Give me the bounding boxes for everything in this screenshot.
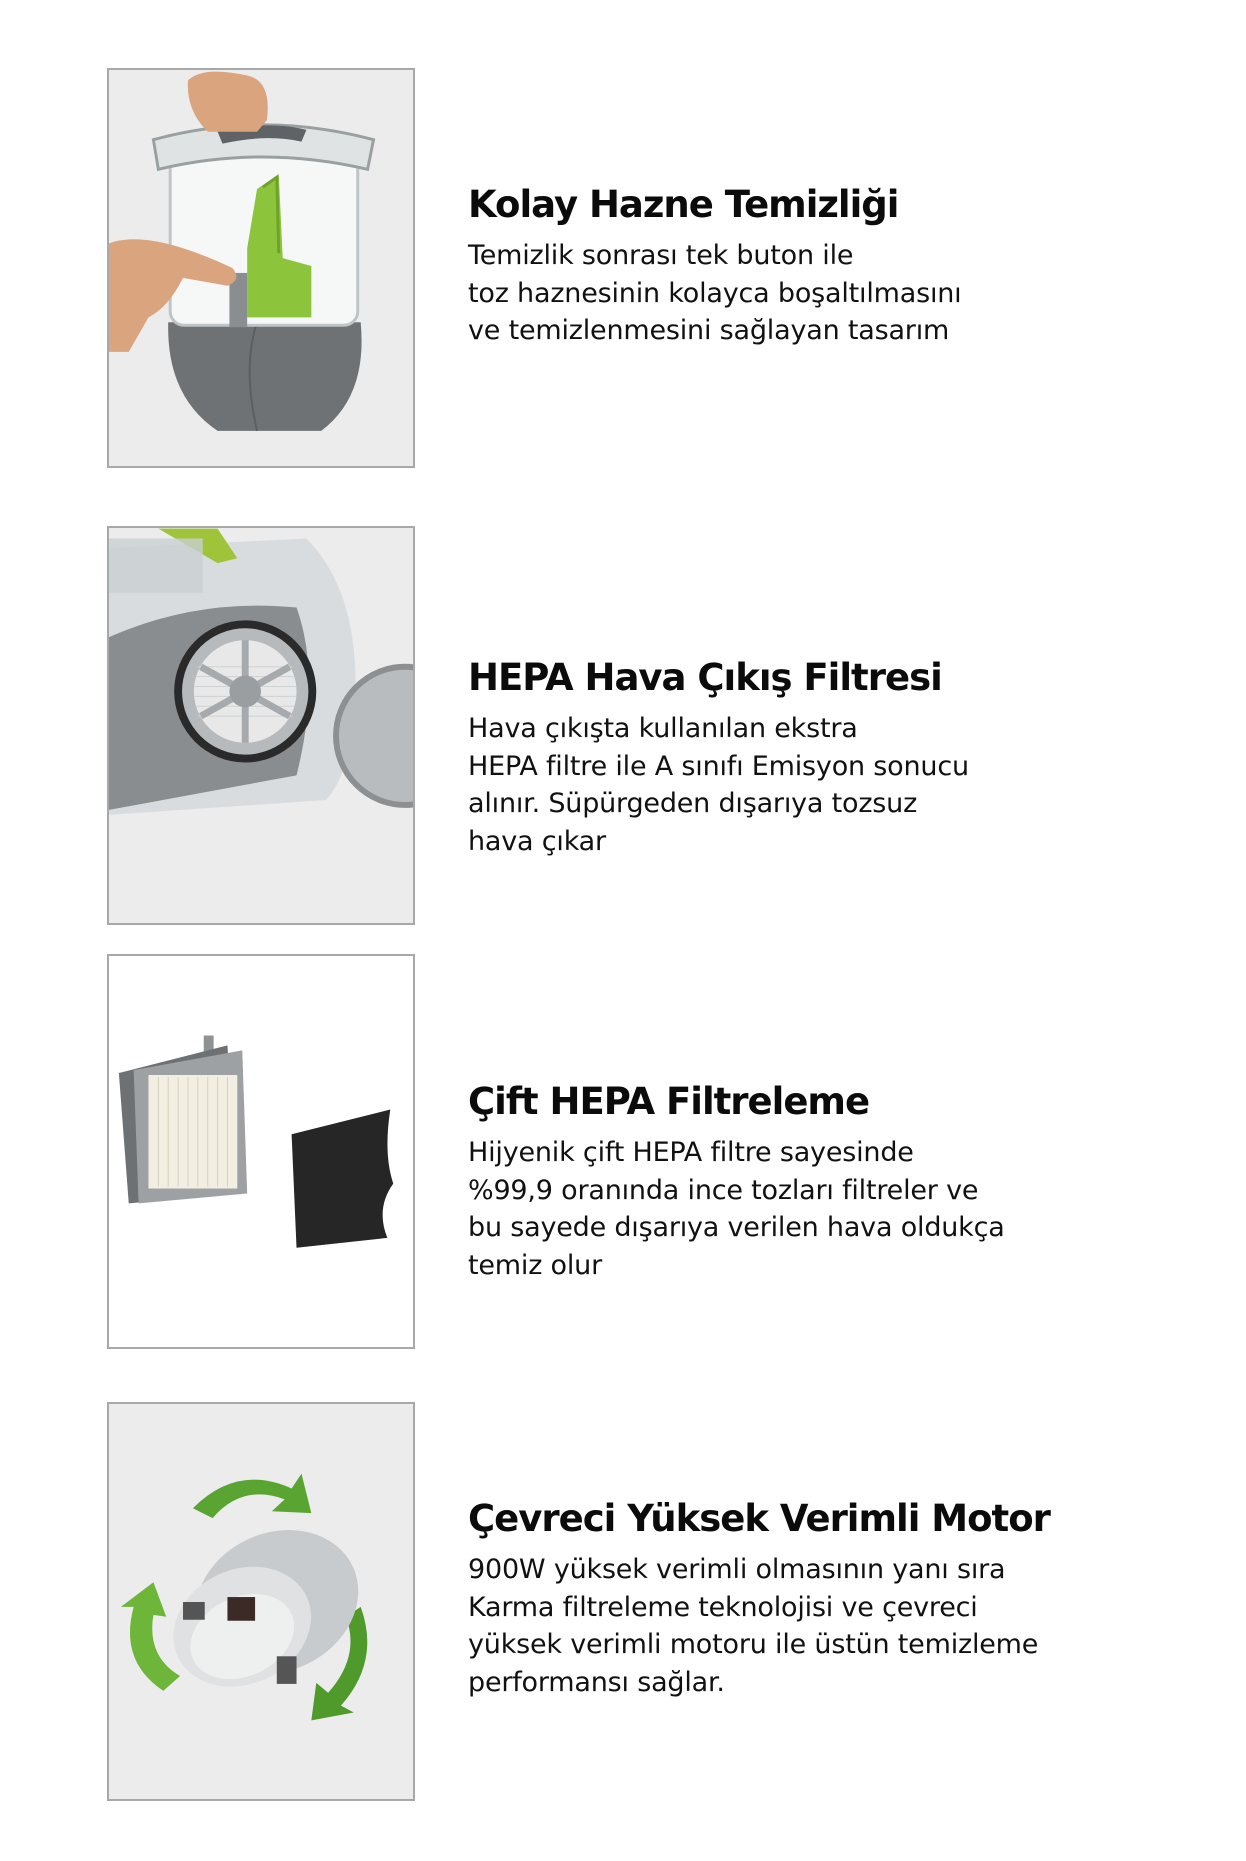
description-line: HEPA filtre ile A sınıfı Emisyon sonucu — [468, 750, 969, 782]
description-line: ve temizlenmesini sağlayan tasarım — [468, 315, 950, 346]
feature-description — [468, 1551, 1188, 1701]
double-hepa-filter-image — [107, 954, 415, 1349]
feature-title: Çift HEPA Filtreleme — [468, 1080, 870, 1123]
feature-hepa-hava-cikis — [468, 656, 1188, 860]
description-line: performansı sağlar. — [468, 1666, 725, 1698]
feature-title: Kolay Hazne Temizliği — [468, 183, 899, 226]
dust-container-illustration — [109, 70, 413, 466]
description-line: Hijyenik çift HEPA filtre sayesinde — [468, 1137, 914, 1168]
feature-title: HEPA Hava Çıkış Filtresi — [468, 656, 942, 699]
feature-description — [468, 237, 1188, 350]
description-line: %99,9 oranında ince tozları filtreler ve — [468, 1174, 979, 1206]
feature-title: Çevreci Yüksek Verimli Motor — [468, 1497, 1050, 1540]
description-line: Hava çıkışta kullanılan ekstra — [468, 713, 858, 744]
feature-cift-hepa — [468, 1080, 1188, 1284]
double-hepa-illustration — [109, 956, 413, 1347]
description-line: toz haznesinin kolayca boşaltılmasını — [468, 277, 962, 309]
description-line: hava çıkar — [468, 825, 606, 857]
description-line: yüksek verimli motoru ile üstün temizleme — [468, 1629, 1039, 1660]
hepa-exhaust-filter-image — [107, 526, 415, 925]
feature-description — [468, 710, 1188, 860]
feature-cevreci-motor — [468, 1497, 1188, 1701]
description-line: 900W yüksek verimli olmasının yanı sıra — [468, 1554, 1006, 1585]
hepa-exhaust-illustration — [109, 528, 413, 923]
eco-motor-illustration — [109, 1404, 413, 1799]
dust-container-image — [107, 68, 415, 468]
description-line: Temizlik sonrası tek buton ile — [468, 240, 854, 271]
eco-motor-image — [107, 1402, 415, 1801]
feature-kolay-hazne — [468, 183, 1188, 350]
description-line: bu sayede dışarıya verilen hava oldukça — [468, 1212, 1005, 1243]
description-line: alınır. Süpürgeden dışarıya tozsuz — [468, 788, 918, 819]
description-line: Karma filtreleme teknolojisi ve çevreci — [468, 1591, 978, 1623]
description-line: temiz olur — [468, 1249, 602, 1281]
feature-description — [468, 1134, 1188, 1284]
